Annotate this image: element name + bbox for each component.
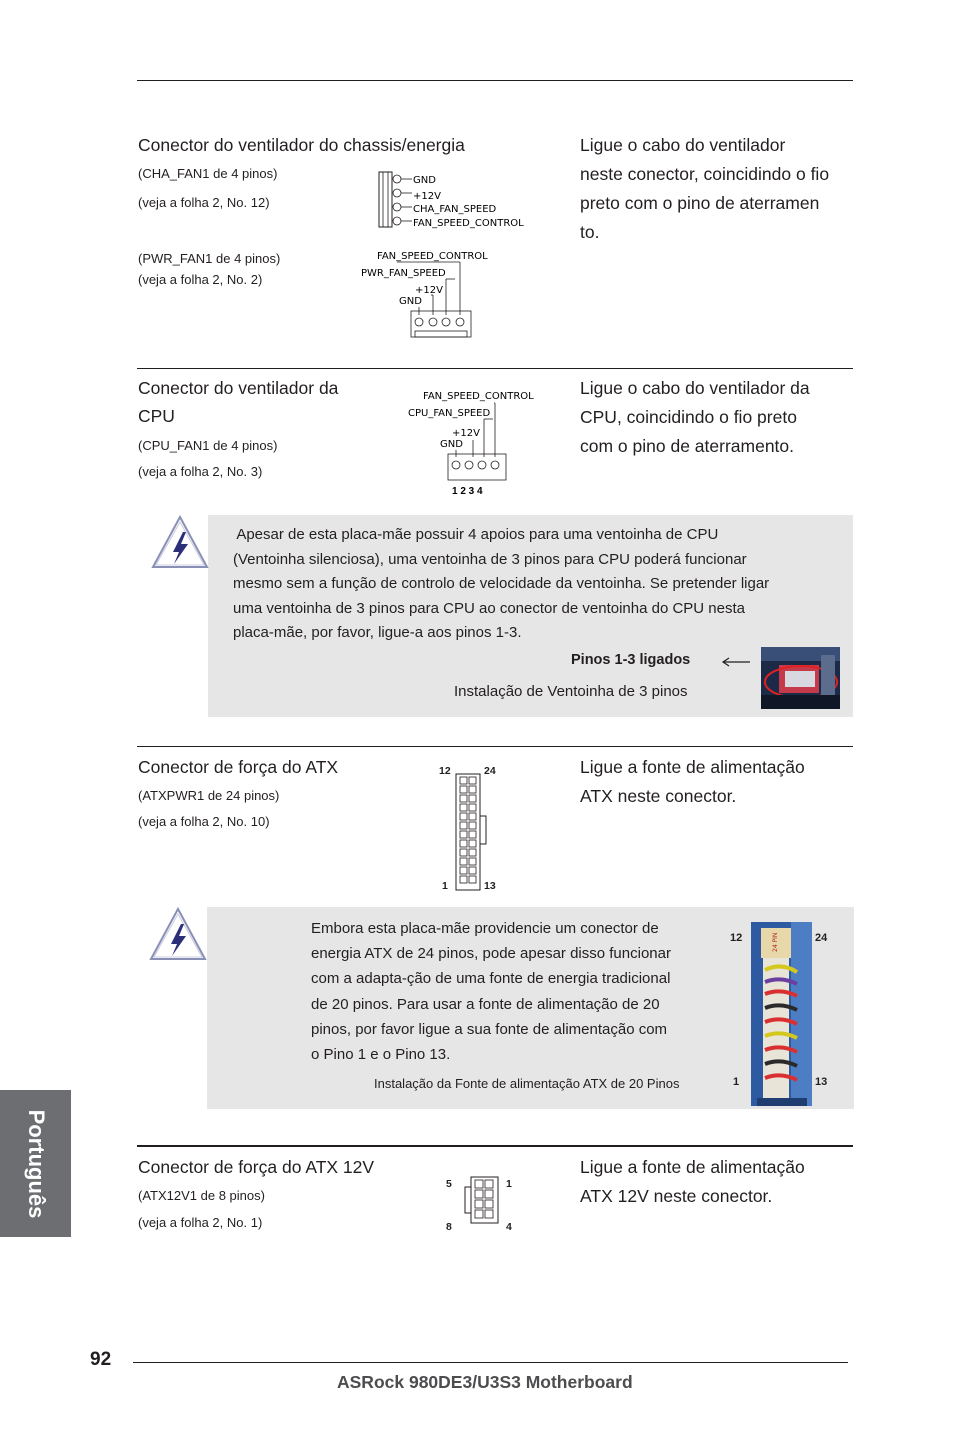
- note2-line: o Pino 1 e o Pino 13.: [311, 1046, 451, 1064]
- cpu-fan-title-line: CPU: [138, 406, 175, 426]
- language-tab-label: Português: [23, 1109, 49, 1218]
- atx-photo: [751, 922, 812, 1106]
- atx12v-connector: [462, 1175, 502, 1225]
- note1-caption: Instalação de Ventoinha de 3 pinos: [454, 683, 688, 700]
- cha-fan-title: Conector do ventilador do chassis/energia: [138, 135, 465, 155]
- atx24-pin: [460, 813, 467, 820]
- atx12v-desc-line: ATX 12V neste conector.: [580, 1186, 773, 1206]
- pins-label: Pinos 1-3 ligados: [571, 652, 691, 668]
- atx12v-pin: [485, 1210, 493, 1218]
- atx-desc: [580, 753, 805, 811]
- atx24-pin: [469, 786, 476, 793]
- atx24-pin: [460, 867, 467, 874]
- atx24-pin: [460, 876, 467, 883]
- section-rule: [137, 1145, 853, 1147]
- photo-pin24: 24: [815, 932, 828, 944]
- cpu-fan-diagram: [400, 385, 550, 500]
- cpu-fan-desc: [580, 374, 810, 461]
- warning-icon: [148, 906, 208, 962]
- atx12v-pin: [485, 1180, 493, 1188]
- pwr-fan-sub1: (PWR_FAN1 de 4 pinos): [138, 251, 281, 266]
- diag-label: GND: [399, 296, 422, 307]
- atx24-pin: [469, 876, 476, 883]
- atx24-pin: [460, 822, 467, 829]
- note1-line: (Ventoinha silenciosa), uma ventoinha de 3 pinos para CPU poderá funcionar: [233, 550, 747, 568]
- atx12v-pin: [475, 1180, 483, 1188]
- photo-pin1: 1: [733, 1076, 740, 1088]
- atx24-pin: [469, 822, 476, 829]
- cha-fan-desc-line: neste conector, coincidindo o fio: [580, 164, 830, 184]
- diag-label: +12V: [413, 191, 441, 202]
- cha-fan-desc-line: Ligue o cabo do ventilador: [580, 135, 786, 155]
- atx24-pin: [469, 831, 476, 838]
- cpu-fan-desc-line: com o pino de aterramento.: [580, 436, 795, 456]
- atx12v-pin: [475, 1190, 483, 1198]
- cpu-fan-title: [138, 374, 338, 430]
- arrow-icon: [720, 656, 752, 668]
- atx-desc-line: Ligue a fonte de alimentação: [580, 757, 805, 777]
- atx24-connector: [452, 772, 492, 892]
- photo-pin13: 13: [815, 1076, 828, 1088]
- atx-pin24: 24: [484, 765, 496, 777]
- atx-title: Conector de força do ATX: [138, 757, 339, 777]
- cpu-pin-numbers: 1 2 3 4: [452, 486, 483, 497]
- note1-line: Apesar de esta placa-mãe possuir 4 apoios para uma ventoinha de CPU: [233, 526, 719, 543]
- note2-line: de 20 pinos. Para usar a fonte de alimentação de 20: [311, 995, 660, 1013]
- diag-label: GND: [413, 175, 436, 186]
- note1-line: mesmo sem a função de controlo de velocidade da ventoinha. Se pretender ligar: [233, 575, 770, 593]
- atx24-pin: [469, 867, 476, 874]
- atx24-pin: [460, 795, 467, 802]
- atx12v-pin: [475, 1210, 483, 1218]
- atx12v-pin: [475, 1200, 483, 1208]
- diag-label: PWR_FAN_SPEED: [361, 268, 446, 279]
- atx24-pin: [460, 858, 467, 865]
- note2-caption: Instalação da Fonte de alimentação ATX de 20 Pinos: [374, 1076, 680, 1091]
- atx-pin12: 12: [439, 765, 451, 777]
- atx12v-desc: [580, 1153, 805, 1211]
- atx-desc-line: ATX neste conector.: [580, 786, 737, 806]
- diag-label: FAN_SPEED_CONTROL: [413, 218, 524, 229]
- diag-label: FAN_SPEED_CONTROL: [377, 251, 488, 262]
- photo-pin12: 12: [730, 932, 743, 944]
- cha-fan-desc-line: to.: [580, 222, 600, 242]
- diag-label: GND: [440, 439, 463, 450]
- cpu-fan-desc-line: Ligue o cabo do ventilador da: [580, 378, 810, 398]
- cpu-fan-title-line: Conector do ventilador da: [138, 378, 339, 398]
- note2-line: energia ATX de 24 pinos, pode apesar disso funcionar: [311, 945, 671, 963]
- atx24-pin: [469, 840, 476, 847]
- diag-label: +12V: [415, 285, 443, 296]
- cha-fan-desc: [580, 131, 829, 247]
- cpu-fan-desc-line: CPU, coincidindo o fio preto: [580, 407, 797, 427]
- atx12v-title: Conector de força do ATX 12V: [138, 1157, 375, 1177]
- diag-label: CHA_FAN_SPEED: [413, 204, 497, 215]
- page-number: 92: [90, 1349, 112, 1370]
- atx12v-pin5: 5: [446, 1178, 452, 1190]
- note2-line: pinos, por favor ligue a sua fonte de alimentação com: [311, 1020, 668, 1038]
- footer-product: ASRock 980DE3/U3S3 Motherboard: [337, 1372, 633, 1392]
- pwr-fan-sub2: (veja a folha 2, No. 2): [138, 272, 263, 287]
- top-rule: [137, 80, 853, 81]
- atx24-pin: [460, 831, 467, 838]
- atx-sub2: (veja a folha 2, No. 10): [138, 814, 270, 829]
- atx24-pin: [469, 795, 476, 802]
- diag-label: FAN_SPEED_CONTROL: [423, 391, 534, 402]
- cpu-fan-sub2: (veja a folha 2, No. 3): [138, 464, 263, 479]
- fan-photo: [761, 647, 840, 709]
- note2-line: Embora esta placa-mãe providencie um conector de: [311, 920, 659, 937]
- atx24-pin: [469, 858, 476, 865]
- atx24-pin: [460, 849, 467, 856]
- pwr-fan-diagram: [355, 245, 515, 343]
- note2-text: [311, 916, 721, 1067]
- atx24-pin: [460, 804, 467, 811]
- atx24-pin: [469, 813, 476, 820]
- cpu-fan-sub1: (CPU_FAN1 de 4 pinos): [138, 438, 278, 453]
- atx-pin13: 13: [484, 880, 496, 892]
- atx12v-pin8: 8: [446, 1221, 452, 1233]
- atx-pin1: 1: [442, 880, 448, 892]
- note1-text: [233, 523, 843, 646]
- section-rule: [137, 368, 853, 369]
- atx12v-sub2: (veja a folha 2, No. 1): [138, 1215, 263, 1230]
- atx12v-pin1: 1: [506, 1178, 512, 1190]
- cha-fan-sub2: (veja a folha 2, No. 12): [138, 195, 270, 210]
- cha-fan-desc-line: preto com o pino de aterramen: [580, 193, 820, 213]
- atx24-pin: [460, 840, 467, 847]
- atx24-pin: [460, 786, 467, 793]
- atx12v-pin4: 4: [506, 1221, 512, 1233]
- note2-line: com a adapta-ção de uma fonte de energia tradicional: [311, 970, 671, 988]
- language-tab: [0, 1090, 71, 1237]
- warning-icon: [150, 514, 210, 570]
- atx12v-pin: [485, 1200, 493, 1208]
- note1-line: placa-mãe, por favor, ligue-a aos pinos 1-3.: [233, 624, 522, 642]
- diag-label: +12V: [452, 428, 480, 439]
- section-rule: [137, 746, 853, 747]
- atx-sub1: (ATXPWR1 de 24 pinos): [138, 788, 280, 803]
- atx24-pin: [469, 777, 476, 784]
- photo-label: 24 PIN: [772, 932, 779, 952]
- atx12v-desc-line: Ligue a fonte de alimentação: [580, 1157, 805, 1177]
- atx24-pin: [469, 849, 476, 856]
- diag-label: CPU_FAN_SPEED: [408, 408, 491, 419]
- atx24-pin: [469, 804, 476, 811]
- cha-fan-diagram: [370, 165, 550, 235]
- cha-fan-sub1: (CHA_FAN1 de 4 pinos): [138, 166, 278, 181]
- note1-line: uma ventoinha de 3 pinos para CPU ao conector de ventoinha do CPU nesta: [233, 599, 745, 617]
- atx12v-sub1: (ATX12V1 de 8 pinos): [138, 1188, 265, 1203]
- atx24-pin: [460, 777, 467, 784]
- atx12v-pin: [485, 1190, 493, 1198]
- footer-rule: [133, 1362, 848, 1363]
